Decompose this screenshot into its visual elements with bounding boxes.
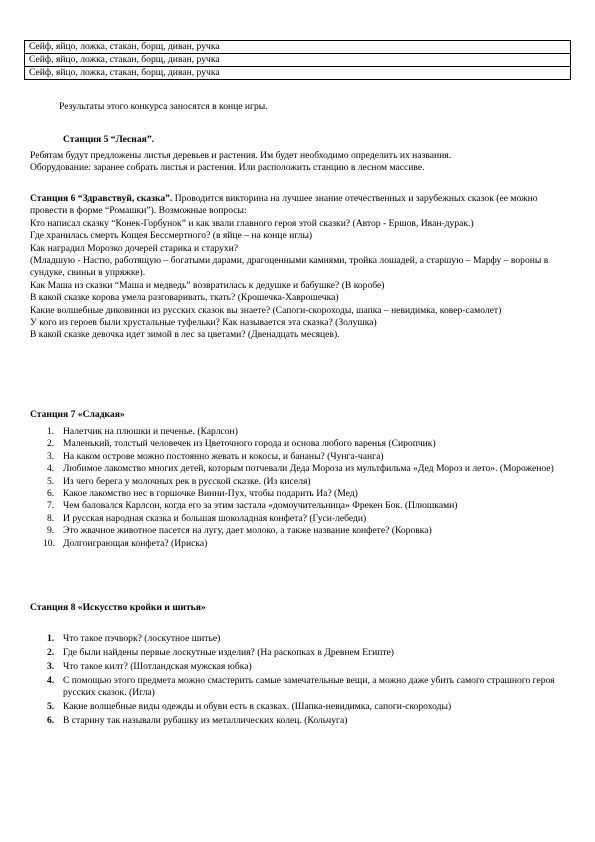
list-number: 8. [47,512,55,524]
list-number: 6. [47,488,55,500]
paragraph: (Младшую - Настю, работящую – богатыми дарами, драгоценными камнями, тройка лошадей, а старшую – Марфу – вороны в сундуке, свиньи в упряжке). [30,255,549,279]
list-item [30,633,560,645]
paragraph: Оборудование: заранее собрать листья и растения. Или расположить станцию в лесном массиве. [30,162,425,174]
station8-heading: Станция 8 «Искусство кройки и шитья» [30,602,206,613]
list-text: На каком острове можно постоянно жевать и кокосы, и бананы? (Чунга-чанга) [63,450,384,462]
station7-list [30,426,560,550]
table-cell: Сейф, яйцо, ложка, стакан, борщ, диван, ручка [25,54,571,67]
list-item [30,488,560,500]
table-row [25,54,571,67]
list-text: С помощью этого предмета можно смастерить самые замечательные вещи, а можно даже убить самого страшного героя русских сказок. (Игла) [63,675,555,699]
list-text: Чем баловался Карлсон, когда его за этим застала «домоучительница» Фрекен Бок. (Плюшками) [63,500,458,512]
results-note: Результаты этого конкурса заносятся в конце игры. [59,101,268,112]
list-text: Любимое лакомство многих детей, которым потчевали Деда Мороза из мультфильма «Дед Мороз и лето». (Мороженое) [63,463,554,475]
paragraph: Где хранилась смерть Кощея Бессмертного? (в яйце – на конце иглы) [30,230,313,242]
station6-intro-text: Проводится викторина на лучшее знание отечественных и зарубежных сказок (ее можно провести в форме “Ромашки”). Возможные вопросы: [30,193,538,217]
list-text: Из чего берега у молочных рек в русской сказке. (Из киселя) [63,475,311,487]
list-number: 5. [47,701,55,713]
list-text: Какое лакомство нес в горшочке Винни-Пух, чтобы подарить Иа? (Мед) [63,488,358,500]
list-number: 2. [47,647,55,658]
paragraph: Ребятам будут предложены листья деревьев и растения. Им будет необходимо определить их названия. [30,150,452,161]
paragraph: Какие волшебные диковинки из русских сказок вы знаете? (Сапоги-скороходы, шапка – невидимка, ковер-самолет) [30,304,502,316]
list-number: 1. [47,426,55,437]
paragraph: У кого из героев были хрустальные туфельки? Как называется эта сказка? (Золушка) [30,317,377,329]
list-number: 6. [47,715,55,727]
table-row [25,41,571,54]
list-number: 2. [47,438,55,450]
list-item [30,426,560,438]
list-number: 9. [47,525,55,537]
list-item [30,451,560,463]
station6-section [30,193,566,342]
station7-heading: Станция 7 «Сладкая» [30,409,125,420]
list-text: В старину так называли рубашку из металлических колец. (Кольчуга) [63,715,348,727]
list-text: Долгоиграющая конфета? (Ириска) [63,537,208,549]
table-cell: Сейф, яйцо, ложка, стакан, борщ, диван, ручка [25,67,571,80]
station6-heading: Станция 6 “Здравствуй, сказка”. [30,193,173,204]
list-item [30,438,560,450]
list-text: Это жвачное животное пасется на лугу, дает молоко, а также название конфете? (Коровка) [63,525,432,537]
paragraph: В какой сказке девочка идет зимой в лес за цветами? (Двенадцать месяцев). [30,329,340,341]
station5-text [30,150,566,175]
list-number: 7. [47,500,55,512]
paragraph: В какой сказке корова умела разговаривать, ткать? (Крошечка-Хаврошечка) [30,292,339,304]
list-number: 3. [47,661,55,672]
list-text: Какие волшебные виды одежды и обуви есть в сказках. (Шапка-невидимка, сапоги-скороходы) [63,701,452,713]
list-item [30,476,560,488]
list-item [30,647,560,659]
list-text: Что такое пэчворк? (лоскутное шитье) [63,633,221,644]
list-item [30,525,560,537]
station6-intro [30,193,566,218]
list-number: 4. [47,675,55,686]
list-item [30,463,560,475]
list-number: 5. [47,475,55,487]
list-text: Где были найдены первые лоскутные изделия? (На раскопках в Древнем Египте) [63,647,394,658]
list-item [30,661,560,673]
list-text: Маленький, толстый человечек из Цветочного города и основа любого варенья (Сиропчик) [63,438,436,450]
paragraph: Как наградил Морозко дочерей старика и старухи? [30,242,239,254]
word-table [24,40,571,80]
list-item [30,513,560,525]
station5-heading: Станция 5 “Лесная”. [63,134,155,145]
table-cell: Сейф, яйцо, ложка, стакан, борщ, диван, ручка [25,41,571,54]
list-text: Что такое килт? (Шотландская мужская юбка) [63,661,252,672]
paragraph: Как Маша из сказки “Маша и медведь” возвратилась к дедушке и бабушке? (В коробе) [30,279,385,291]
list-text: И русская народная сказка и большая шоколадная конфета? (Гуси-лебеди) [63,512,367,524]
list-text: Налетчик на плюшки и печенье. (Карлсон) [63,426,238,437]
list-item [30,538,560,550]
list-item [30,715,560,727]
station8-list [30,633,560,729]
list-number: 3. [47,450,55,462]
list-item [30,675,560,700]
list-item [30,500,560,512]
table-row [25,67,571,80]
list-number: 10. [43,537,55,549]
list-number: 1. [47,633,55,644]
list-number: 4. [47,463,55,475]
list-item [30,701,560,713]
paragraph: Кто написал сказку “Конек-Горбунок” и как звали главного героя этой сказки? (Автор - Ершов, Иван-дурак.) [30,217,474,229]
